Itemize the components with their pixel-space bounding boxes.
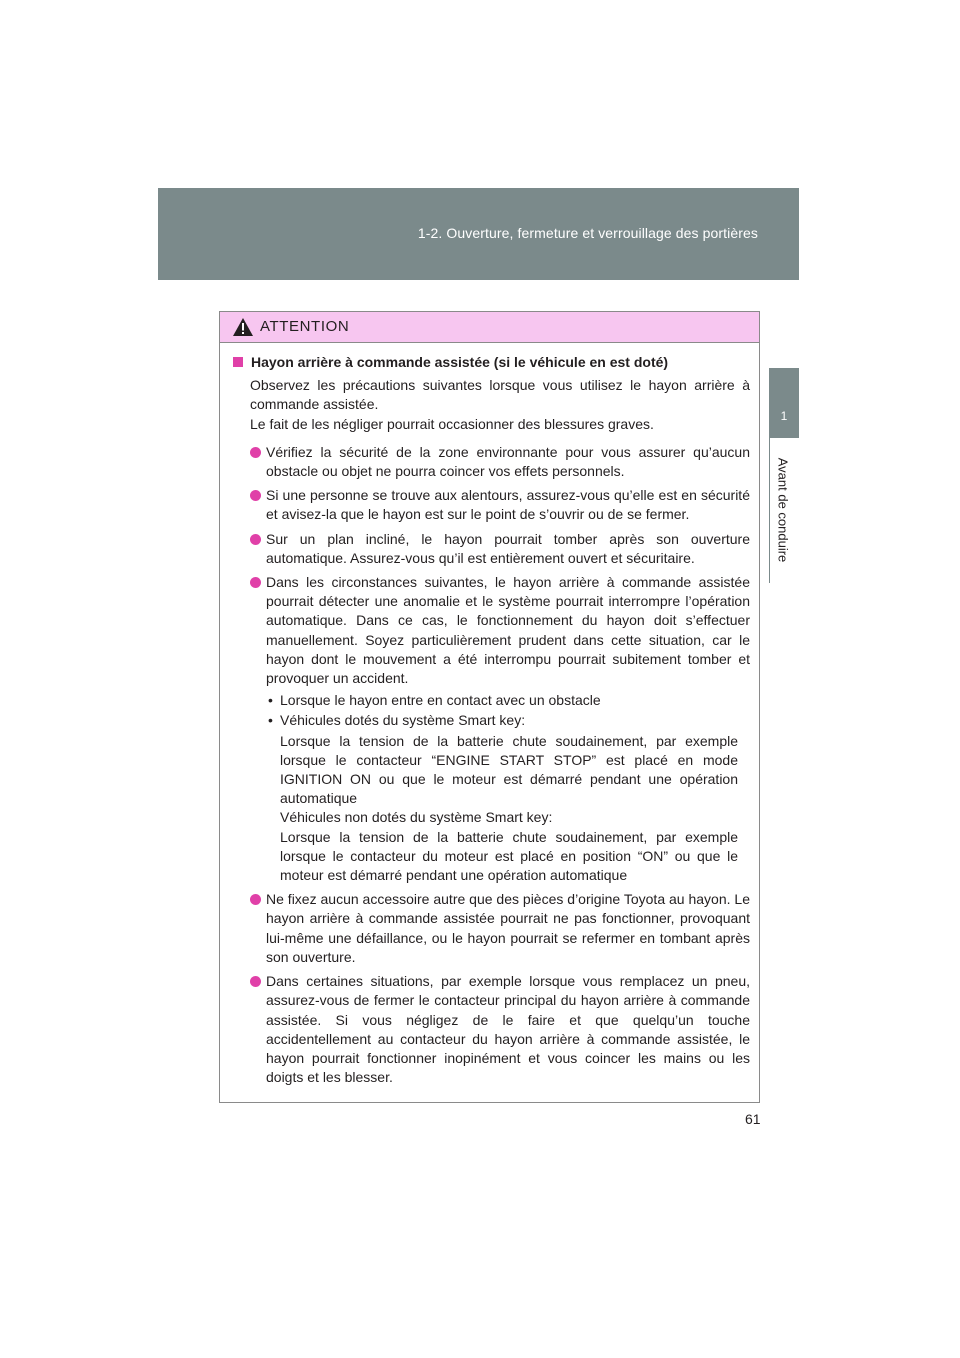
- round-bullet-icon: [250, 976, 261, 987]
- sub-item-detail-2: Lorsque la tension de la batterie chute soudainement, par exemple lorsque le contacteur du moteur est placé en position “ON” ou que le moteur est démarré pendant une opération automatique: [280, 828, 738, 884]
- section-heading: [233, 353, 750, 372]
- sub-bullet-icon: •: [268, 692, 273, 709]
- chapter-number: 1: [780, 409, 788, 423]
- chapter-side-label: Avant de conduire: [775, 457, 791, 563]
- sub-item-heading-2: Véhicules non dotés du système Smart key:: [280, 809, 553, 826]
- sub-list: [266, 691, 750, 885]
- intro-line-1: Observez les précautions suivantes lorsque vous utilisez le hayon arrière à commande assistée.: [250, 377, 750, 413]
- chapter-section-title: 1-2. Ouverture, fermeture et verrouillage des portières: [417, 225, 758, 241]
- round-bullet-icon: [250, 490, 261, 501]
- precaution-list: [233, 443, 750, 1088]
- intro-paragraph: [233, 376, 750, 434]
- warning-triangle-icon: [232, 317, 254, 337]
- list-item: [250, 890, 750, 967]
- round-bullet-icon: [250, 534, 261, 545]
- round-bullet-icon: [250, 894, 261, 905]
- sub-bullet-icon: •: [268, 712, 273, 729]
- section-heading-text: Hayon arrière à commande assistée (si le véhicule en est doté): [251, 354, 669, 370]
- warning-body: [220, 343, 759, 1087]
- sub-list-item: [266, 711, 738, 730]
- round-bullet-icon: [250, 447, 261, 458]
- square-bullet-icon: [233, 357, 243, 367]
- list-item: [250, 530, 750, 568]
- list-item-text: Sur un plan incliné, le hayon pourrait tomber après son ouverture automatique. Assurez-vous qu’il est entièrement ouvert et sécuritaire.: [266, 530, 750, 566]
- list-item-text: Si une personne se trouve aux alentours, assurez-vous qu’elle est en sécurité et avisez-la que le hayon est sur le point de s’ouvrir ou de se fermer.: [266, 487, 750, 523]
- chapter-side-tab: [769, 368, 799, 438]
- chapter-header-band: [158, 188, 799, 280]
- intro-line-2: Le fait de les négliger pourrait occasionner des blessures graves.: [250, 415, 654, 432]
- list-item-text: Dans certaines situations, par exemple lorsque vous remplacez un pneu, assurez-vous de fermer le contacteur principal du hayon arrière à commande assistée. Si vous négligez de le faire et que quelqu’un touche accidentellement au contacteur du hayon arrière à commande assistée, le hayon pourrait fonctionner inopinément et vous coincer les mains ou les doigts et les blesser.: [266, 973, 750, 1086]
- sub-item-text: Lorsque le hayon entre en contact avec un obstacle: [280, 692, 601, 709]
- list-item: [250, 972, 750, 1087]
- warning-title: ATTENTION: [260, 318, 350, 335]
- sub-item-detail: Lorsque la tension de la batterie chute soudainement, par exemple lorsque le contacteur “ENGINE START STOP” est placé en mode IGNITION ON ou que le moteur est démarré pendant une opération automatique: [280, 732, 738, 807]
- round-bullet-icon: [250, 577, 261, 588]
- page-number: 61: [745, 1111, 761, 1127]
- list-item: [250, 486, 750, 524]
- list-item-text: Vérifiez la sécurité de la zone environnante pour vous assurer qu’aucun obstacle ou objet ne pourra coincer vos effets personnels.: [266, 443, 750, 480]
- list-item-text: Ne fixez aucun accessoire autre que des pièces d’origine Toyota au hayon. Le hayon arrière à commande assistée pourrait ne pas fonctionner, provoquant lui-même une défaillance, ou le hayon pourrait se refermer en tombant après son ouverture.: [266, 891, 750, 965]
- list-item: [250, 443, 750, 481]
- list-item-text: Dans les circonstances suivantes, le hayon arrière à commande assistée pourrait détecter une anomalie et le système pourrait interrompre l’opération automatique. Dans ce cas, le fonctionnement du hayon doit s’effectuer manuellement. Soyez particulièrement prudent dans cette situation, car le hayon dont le mouvement a été interrompu pourrait subitement tomber et provoquer un accident.: [266, 574, 750, 687]
- sub-list-item: [266, 691, 738, 710]
- sub-item-heading: Véhicules dotés du système Smart key:: [280, 712, 526, 729]
- list-item: [250, 573, 750, 885]
- warning-header: [220, 312, 759, 343]
- warning-box: [219, 311, 760, 1103]
